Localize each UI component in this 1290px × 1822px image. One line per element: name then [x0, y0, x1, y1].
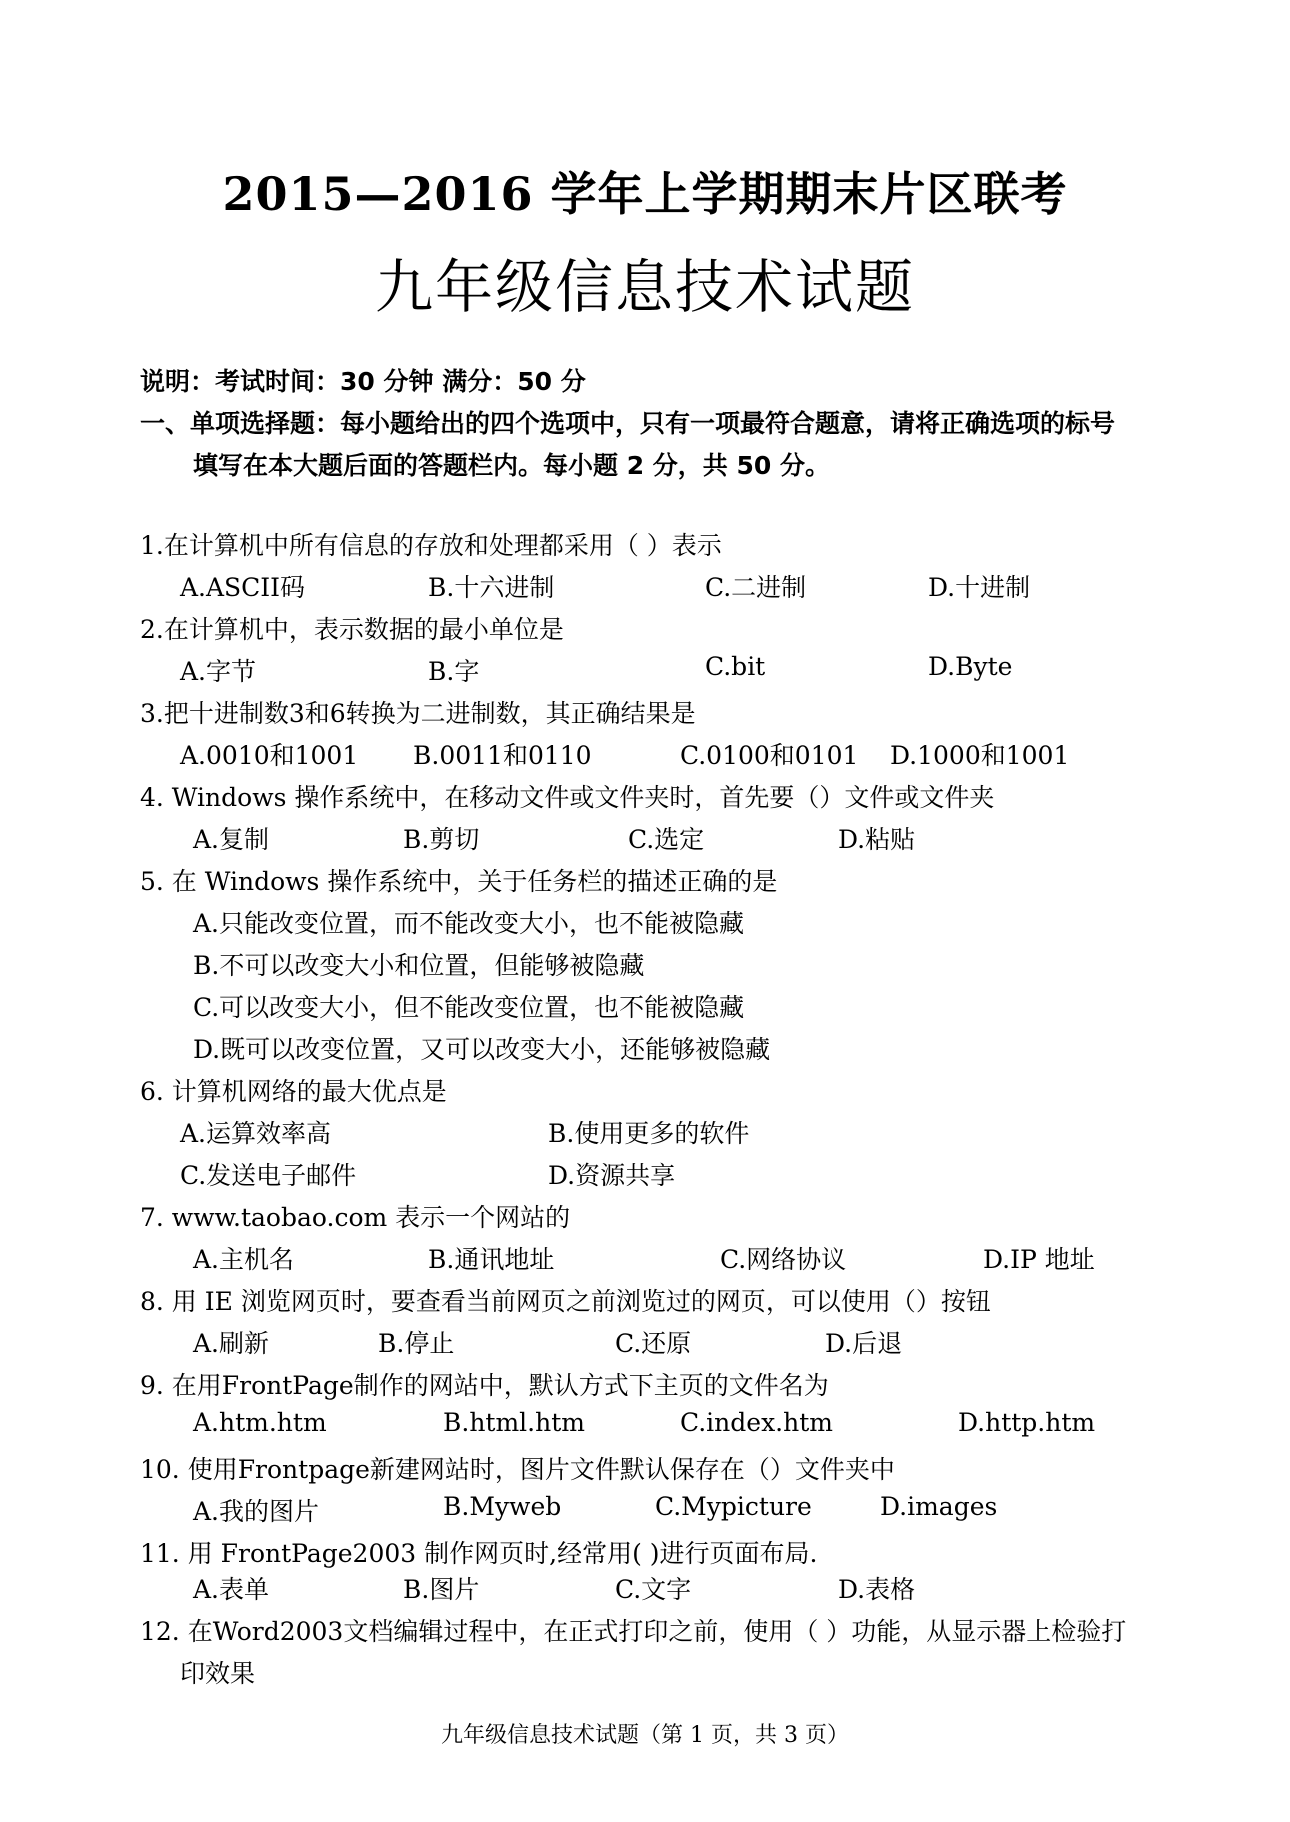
q6-option-b: B.使用更多的软件 [548, 1119, 750, 1148]
q11-option-b: B.图片 [403, 1575, 480, 1604]
q4-option-c: C.选定 [628, 825, 705, 854]
page-footer: 九年级信息技术试题（第 1 页，共 3 页） [441, 1723, 849, 1748]
q5-option-a: A.只能改变位置，而不能改变大小，也不能被隐藏 [193, 909, 745, 938]
question-5: 5. 在 Windows 操作系统中，关于任务栏的描述正确的是 [140, 867, 778, 896]
q4-option-a: A.复制 [193, 825, 270, 854]
q5-option-d: D.既可以改变位置，又可以改变大小，还能够被隐藏 [193, 1035, 771, 1064]
q3-option-c: C.0100和0101 [680, 741, 859, 770]
question-8: 8. 用 IE 浏览网页时，要查看当前网页之前浏览过的网页，可以使用（）按钮 [140, 1287, 991, 1316]
q8-option-b: B.停止 [378, 1329, 455, 1358]
exam-subject-title: 九年级信息技术试题 [374, 253, 915, 321]
q1-option-a: A.ASCII码 [180, 573, 306, 602]
q6-option-a: A.运算效率高 [180, 1119, 332, 1148]
question-7: 7. www.taobao.com 表示一个网站的 [140, 1203, 571, 1232]
exam-title: 2015—2016 学年上学期期末片区联考 [222, 167, 1068, 221]
question-12: 12. 在Word2003文档编辑过程中，在正式打印之前，使用（ ）功能，从显示器上检验打 [140, 1617, 1127, 1646]
q9-option-c: C.index.htm [680, 1408, 833, 1437]
question-4: 4. Windows 操作系统中，在移动文件或文件夹时，首先要（）文件或文件夹 [140, 783, 995, 812]
q9-option-b: B.html.htm [443, 1408, 585, 1437]
q8-option-c: C.还原 [615, 1329, 692, 1358]
q7-option-a: A.主机名 [193, 1245, 295, 1274]
question-3: 3.把十进制数3和6转换为二进制数，其正确结果是 [140, 699, 696, 728]
q8-option-a: A.刷新 [193, 1329, 270, 1358]
section-heading-cont: 填写在本大题后面的答题栏内。每小题 2 分，共 50 分。 [193, 451, 831, 480]
q11-option-c: C.文字 [615, 1575, 692, 1604]
question-6: 6. 计算机网络的最大优点是 [140, 1077, 447, 1106]
q10-option-b: B.Myweb [443, 1492, 562, 1521]
q4-option-d: D.粘贴 [838, 825, 916, 854]
q2-option-a: A.字节 [180, 657, 257, 686]
exam-note: 说明：考试时间：30 分钟 满分：50 分 [140, 367, 586, 396]
q4-option-b: B.剪切 [403, 825, 480, 854]
q2-option-b: B.字 [428, 657, 480, 686]
q6-option-d: D.资源共享 [548, 1161, 676, 1190]
q5-option-b: B.不可以改变大小和位置，但能够被隐藏 [193, 951, 645, 980]
q1-option-b: B.十六进制 [428, 573, 555, 602]
question-9: 9. 在用FrontPage制作的网站中，默认方式下主页的文件名为 [140, 1371, 829, 1400]
q8-option-d: D.后退 [825, 1329, 903, 1358]
q9-option-d: D.http.htm [958, 1408, 1096, 1437]
q3-option-b: B.0011和0110 [413, 741, 592, 770]
question-2: 2.在计算机中，表示数据的最小单位是 [140, 615, 564, 644]
q11-option-a: A.表单 [193, 1575, 270, 1604]
q10-option-d: D.images [880, 1492, 998, 1521]
q7-option-c: C.网络协议 [720, 1245, 847, 1274]
q9-option-a: A.htm.htm [193, 1408, 327, 1437]
q5-option-c: C.可以改变大小，但不能改变位置，也不能被隐藏 [193, 993, 745, 1022]
q2-option-c: C.bit [705, 652, 766, 681]
section-heading: 一、单项选择题：每小题给出的四个选项中，只有一项最符合题意，请将正确选项的标号 [140, 409, 1116, 438]
q7-option-b: B.通讯地址 [428, 1245, 555, 1274]
question-1: 1.在计算机中所有信息的存放和处理都采用（ ）表示 [140, 531, 722, 560]
question-11: 11. 用 FrontPage2003 制作网页时,经常用( )进行页面布局. [140, 1539, 818, 1568]
q2-option-d: D.Byte [928, 652, 1013, 681]
q10-option-c: C.Mypicture [655, 1492, 812, 1521]
q3-option-d: D.1000和1001 [890, 741, 1070, 770]
question-10: 10. 使用Frontpage新建网站时，图片文件默认保存在（）文件夹中 [140, 1455, 895, 1484]
q1-option-d: D.十进制 [928, 573, 1031, 602]
question-12-cont: 印效果 [180, 1659, 256, 1688]
q10-option-a: A.我的图片 [193, 1497, 320, 1526]
q7-option-d: D.IP 地址 [983, 1245, 1095, 1274]
q3-option-a: A.0010和1001 [180, 741, 359, 770]
q1-option-c: C.二进制 [705, 573, 807, 602]
q6-option-c: C.发送电子邮件 [180, 1161, 357, 1190]
q11-option-d: D.表格 [838, 1575, 916, 1604]
